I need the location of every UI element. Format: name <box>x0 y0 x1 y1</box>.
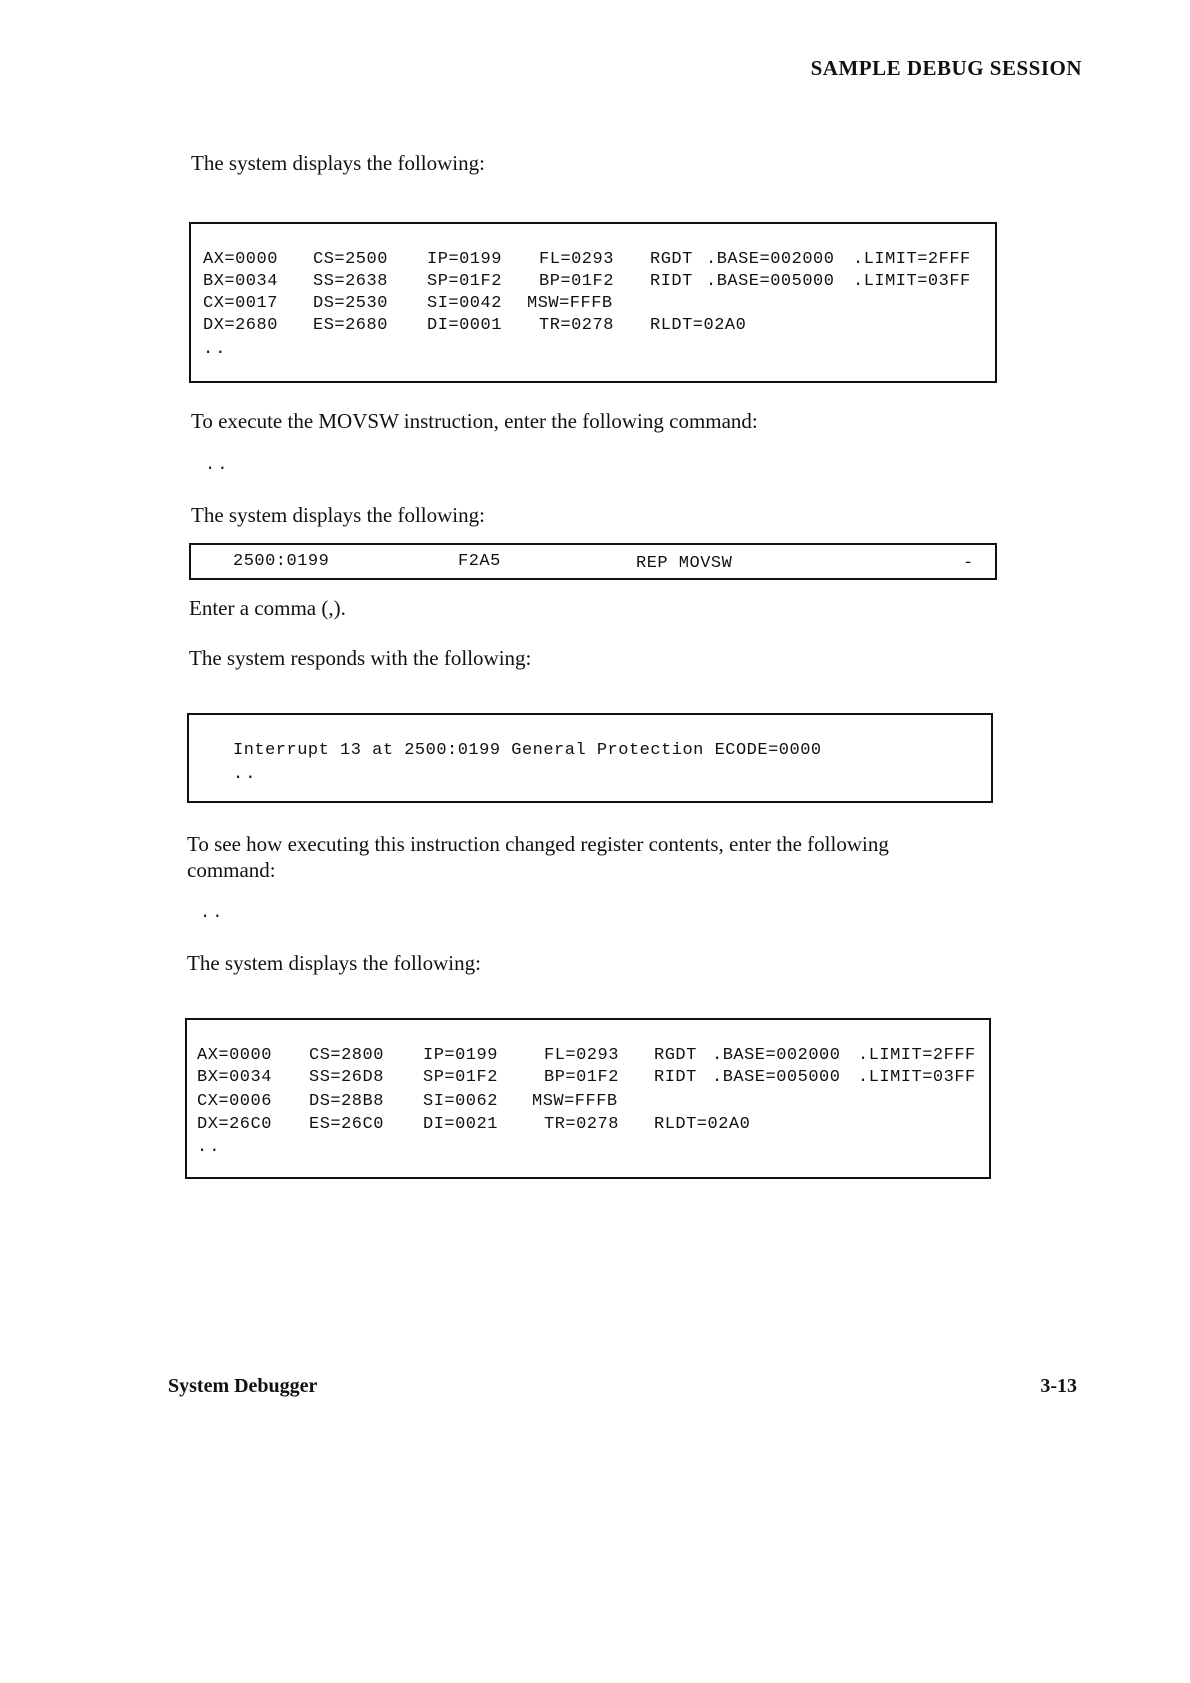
debug-prompt: .. <box>233 765 258 784</box>
reg-fl: FL=0293 <box>539 250 614 269</box>
reg-ds: DS=2530 <box>313 294 388 313</box>
reg-rgdt: RGDT <box>650 250 693 269</box>
footer-page-number: 3-13 <box>1040 1375 1077 1397</box>
paragraph-enter-comma: Enter a comma (,). <box>189 596 346 620</box>
reg-ridt-base: .BASE=005000 <box>706 272 835 291</box>
reg-msw: MSW=FFFB <box>532 1092 618 1111</box>
reg-sp: SP=01F2 <box>427 272 502 291</box>
reg-tr: TR=0278 <box>539 316 614 335</box>
paragraph-line: To see how executing this instruction changed register contents, enter the following <box>187 832 889 856</box>
reg-bx: BX=0034 <box>197 1068 272 1087</box>
command-prompt-2: .. <box>200 904 225 923</box>
reg-rldt: RLDT=02A0 <box>650 316 747 335</box>
reg-ridt-limit: .LIMIT=03FF <box>858 1068 976 1087</box>
paragraph-system-displays-3: The system displays the following: <box>187 951 481 975</box>
reg-si: SI=0042 <box>427 294 502 313</box>
reg-bp: BP=01F2 <box>539 272 614 291</box>
instruction-display <box>189 543 997 580</box>
reg-es: ES=2680 <box>313 316 388 335</box>
interrupt-message: Interrupt 13 at 2500:0199 General Protection ECODE=0000 <box>233 741 822 760</box>
reg-rgdt-limit: .LIMIT=2FFF <box>858 1046 976 1065</box>
instruction-mnemonic: REP MOVSW <box>636 554 733 573</box>
reg-cs: CS=2500 <box>313 250 388 269</box>
paragraph-system-displays-2: The system displays the following: <box>191 503 485 527</box>
paragraph-system-displays-1: The system displays the following: <box>191 151 485 175</box>
reg-ip: IP=0199 <box>427 250 502 269</box>
register-display-2 <box>185 1018 991 1179</box>
reg-ridt: RIDT <box>650 272 693 291</box>
interrupt-display <box>187 713 993 803</box>
reg-ds: DS=28B8 <box>309 1092 384 1111</box>
paragraph-system-responds: The system responds with the following: <box>189 646 532 670</box>
reg-es: ES=26C0 <box>309 1115 384 1134</box>
running-header: SAMPLE DEBUG SESSION <box>810 56 1082 80</box>
reg-cs: CS=2800 <box>309 1046 384 1065</box>
reg-di: DI=0021 <box>423 1115 498 1134</box>
reg-si: SI=0062 <box>423 1092 498 1111</box>
reg-tr: TR=0278 <box>544 1115 619 1134</box>
reg-fl: FL=0293 <box>544 1046 619 1065</box>
instruction-opcode: F2A5 <box>458 552 501 571</box>
reg-rgdt-base: .BASE=002000 <box>712 1046 841 1065</box>
reg-ridt-base: .BASE=005000 <box>712 1068 841 1087</box>
debug-prompt: .. <box>203 340 228 359</box>
reg-rgdt: RGDT <box>654 1046 697 1065</box>
footer-section-title: System Debugger <box>168 1375 318 1397</box>
paragraph-execute-movsw: To execute the MOVSW instruction, enter the following command: <box>191 409 758 433</box>
reg-di: DI=0001 <box>427 316 502 335</box>
reg-ax: AX=0000 <box>197 1046 272 1065</box>
reg-cx: CX=0006 <box>197 1092 272 1111</box>
reg-ridt: RIDT <box>654 1068 697 1087</box>
reg-msw: MSW=FFFB <box>527 294 613 313</box>
register-display-1 <box>189 222 997 383</box>
reg-cx: CX=0017 <box>203 294 278 313</box>
reg-ss: SS=2638 <box>313 272 388 291</box>
instruction-address: 2500:0199 <box>233 552 330 571</box>
reg-ss: SS=26D8 <box>309 1068 384 1087</box>
reg-rgdt-base: .BASE=002000 <box>706 250 835 269</box>
reg-sp: SP=01F2 <box>423 1068 498 1087</box>
reg-rldt: RLDT=02A0 <box>654 1115 751 1134</box>
reg-ip: IP=0199 <box>423 1046 498 1065</box>
paragraph-see-register-changes <box>187 831 889 883</box>
reg-dx: DX=26C0 <box>197 1115 272 1134</box>
reg-bp: BP=01F2 <box>544 1068 619 1087</box>
command-prompt-1: .. <box>205 456 230 475</box>
reg-bx: BX=0034 <box>203 272 278 291</box>
reg-ridt-limit: .LIMIT=03FF <box>853 272 971 291</box>
instruction-marker: - <box>963 554 974 573</box>
reg-rgdt-limit: .LIMIT=2FFF <box>853 250 971 269</box>
paragraph-line: command: <box>187 858 276 882</box>
debug-prompt: .. <box>197 1138 222 1157</box>
reg-dx: DX=2680 <box>203 316 278 335</box>
reg-ax: AX=0000 <box>203 250 278 269</box>
